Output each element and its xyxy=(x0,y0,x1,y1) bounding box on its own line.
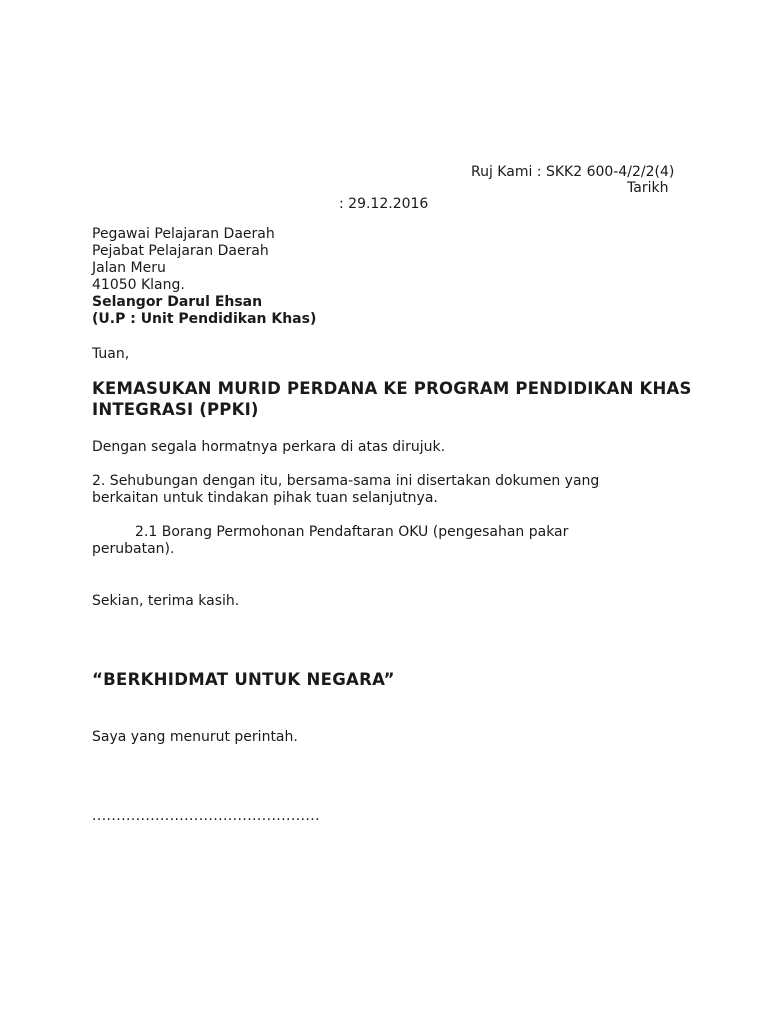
letter-subject: KEMASUKAN MURID PERDANA KE PROGRAM PENDIDIKAN KHAS INTEGRASI (PPKI) xyxy=(92,379,692,419)
recipient-attention: (U.P : Unit Pendidikan Khas) xyxy=(92,311,317,327)
sign-off: Saya yang menurut perintah. xyxy=(92,729,298,745)
item-2-1-line-1: 2.1 Borang Permohonan Pendaftaran OKU (pengesahan pakar xyxy=(135,524,569,540)
recipient-line-4: 41050 Klang. xyxy=(92,277,185,293)
recipient-line-5: Selangor Darul Ehsan xyxy=(92,294,263,310)
paragraph-2-line-1: 2. Sehubungan dengan itu, bersama-sama ini disertakan dokumen yang xyxy=(92,473,600,489)
salutation: Tuan, xyxy=(92,346,130,362)
date-label: Tarikh xyxy=(627,180,669,196)
signature-line: ............................................... xyxy=(92,808,320,824)
date-value: : 29.12.2016 xyxy=(339,196,429,212)
recipient-line-2: Pejabat Pelajaran Daerah xyxy=(92,243,269,259)
paragraph-1: Dengan segala hormatnya perkara di atas dirujuk. xyxy=(92,439,446,455)
item-2-1-line-2: perubatan). xyxy=(92,541,175,557)
reference-number: Ruj Kami : SKK2 600-4/2/2(4) xyxy=(471,164,675,180)
closing-line: Sekian, terima kasih. xyxy=(92,593,240,609)
recipient-line-1: Pegawai Pelajaran Daerah xyxy=(92,226,275,242)
recipient-line-3: Jalan Meru xyxy=(92,260,166,276)
slogan: “BERKHIDMAT UNTUK NEGARA” xyxy=(92,670,395,689)
paragraph-2-line-2: berkaitan untuk tindakan pihak tuan selanjutnya. xyxy=(92,490,438,506)
